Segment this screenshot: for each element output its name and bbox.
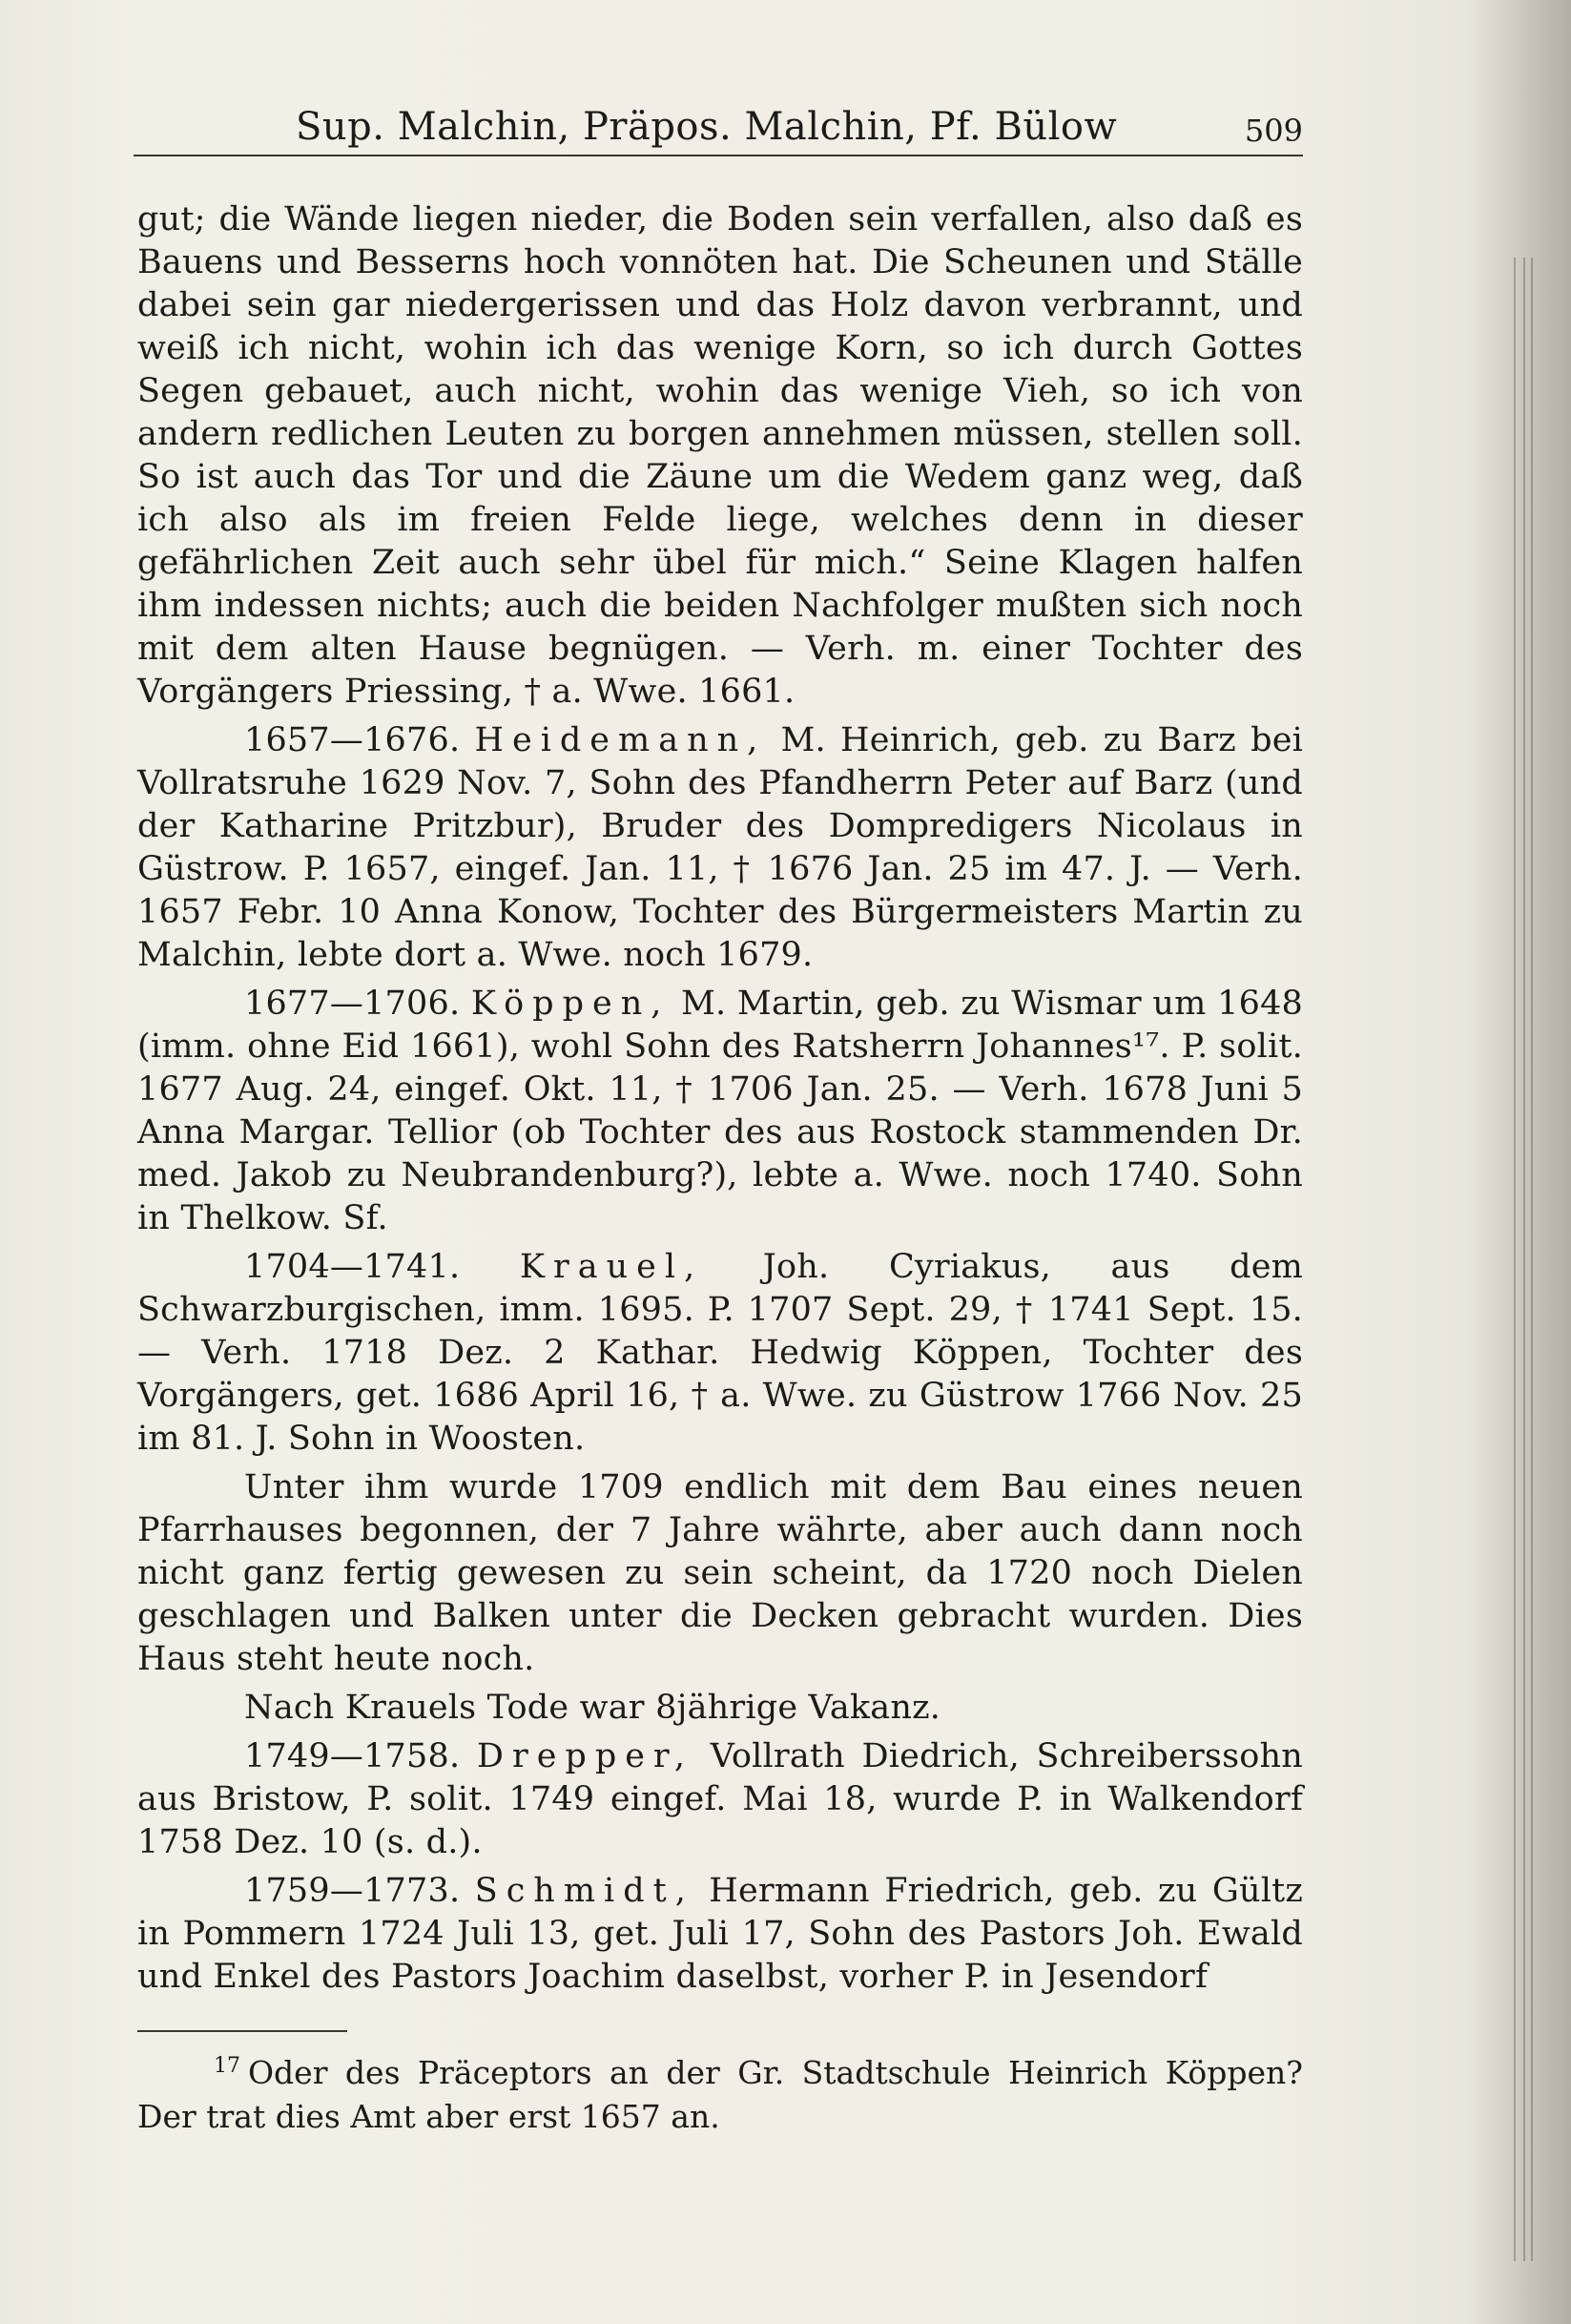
entry-name: Heidemann, — [474, 721, 767, 759]
binding-shadow — [1466, 0, 1571, 2324]
entry-schmidt — [137, 1870, 1303, 1999]
page-edge-line — [1514, 258, 1516, 2261]
body-text — [137, 198, 1303, 2004]
entry-text: M. Martin, geb. zu Wismar um 1648 (imm. ohne Eid 1661), wohl Sohn des Ratsherrn Johannes¹⁷. P. solit. 1677 Aug. 24, eingef. Okt. 11, † 1706 Jan. 25. — Verh. 1678 Juni 5 Anna Margar. Tellior (ob Tochter des aus Rostock stammenden Dr. med. Jakob zu Neubrandenburg?), lebte a. Wwe. noch 1740. Sohn in Thelkow. Sf. — [137, 985, 1304, 1237]
entry-krauel — [137, 1246, 1303, 1461]
entry-years: 1657—1676. — [244, 721, 461, 759]
paragraph-pfarrhaus — [137, 1466, 1303, 1681]
footnote-text: Oder des Präceptors an der Gr. Stadtschule Heinrich Köppen? Der trat dies Amt aber erst 1657 an. — [137, 2054, 1303, 2135]
page-edge-line — [1531, 258, 1533, 2261]
footnote-mark: 17 — [214, 2054, 240, 2078]
entry-years: 1677—1706. — [244, 985, 461, 1023]
entry-koeppen — [137, 983, 1303, 1240]
entry-years: 1704—1741. — [244, 1248, 461, 1286]
entry-years: 1749—1758. — [244, 1737, 461, 1775]
entry-name: Krauel, — [519, 1248, 704, 1286]
entry-text: Vollrath Diedrich, Schreiberssohn aus Bristow, P. solit. 1749 eingef. Mai 18, wurde P. in Walkendorf 1758 Dez. 10 (s. d.). — [137, 1737, 1303, 1861]
entry-drepper — [137, 1735, 1303, 1864]
entry-text: M. Heinrich, geb. zu Barz bei Vollratsruhe 1629 Nov. 7, Sohn des Pfandherrn Peter auf Barz (und der Katharine Pritzbur), Bruder des Dompredigers Nicolaus in Güstrow. P. 1657, eingef. Jan. 11, † 1676 Jan. 25 im 47. J. — Verh. 1657 Febr. 10 Anna Konow, Tochter des Bürgermeisters Martin zu Malchin, lebte dort a. Wwe. noch 1679. — [137, 721, 1303, 974]
paragraph-text: Unter ihm wurde 1709 endlich mit dem Bau eines neuen Pfarrhauses begonnen, der 7 Jahre währte, aber auch dann noch nicht ganz fertig gewesen zu sein scheint, da 1720 noch Dielen geschlagen und Balken unter die Decken gebracht wurden. Dies Haus steht heute noch. — [137, 1468, 1303, 1678]
running-head — [134, 99, 1303, 156]
header-rule — [134, 155, 1303, 156]
entry-text: Joh. Cyriakus, aus dem Schwarzburgischen, imm. 1695. P. 1707 Sept. 29, † 1741 Sept. 15. — Verh. 1718 Dez. 2 Kathar. Hedwig Köppen, Tochter des Vorgängers, get. 1686 April 16, † a. Wwe. zu Güstrow 1766 Nov. 25 im 81. J. Sohn in Woosten. — [137, 1248, 1303, 1458]
paragraph-continuation — [137, 198, 1303, 714]
entry-heidemann — [137, 719, 1303, 977]
footnote — [137, 2051, 1303, 2139]
entry-text: Hermann Friedrich, geb. zu Gültz in Pommern 1724 Juli 13, get. Juli 17, Sohn des Pastors Joh. Ewald und Enkel des Pastors Joachim daselbst, vorher P. in Jesendorf — [137, 1872, 1304, 1996]
paragraph-text: gut; die Wände liegen nieder, die Boden sein verfallen, also daß es Bauens und Besserns hoch vonnöten hat. Die Scheunen und Ställe dabei sein gar niedergerissen und das Holz davon verbrannt, und weiß ich nicht, wohin ich das wenige Korn, so ich durch Gottes Segen gebauet, auch nicht, wohin das wenige Vieh, so ich von andern redlichen Leuten zu borgen annehmen müssen, stellen soll. So ist auch das Tor und die Zäune um die Wedem ganz weg, daß ich also als im freien Felde liege, welches denn in dieser gefährlichen Zeit auch sehr übel für mich.“ Seine Klagen halfen ihm indessen nichts; auch die beiden Nachfolger mußten sich noch mit dem alten Hause begnügen. — Verh. m. einer Tochter des Vorgängers Priessing, † a. Wwe. 1661. — [137, 200, 1303, 711]
page-edge-line — [1523, 258, 1525, 2261]
footnote-rule — [137, 2030, 347, 2032]
entry-name: Köppen, — [470, 985, 671, 1023]
running-title: Sup. Malchin, Präpos. Malchin, Pf. Bülow — [296, 105, 1118, 149]
entry-name: Drepper, — [476, 1737, 693, 1775]
paragraph-text: Nach Krauels Tode war 8jährige Vakanz. — [244, 1689, 941, 1727]
entry-name: Schmidt, — [474, 1872, 694, 1910]
paragraph-vakanz — [137, 1687, 1303, 1730]
entry-years: 1759—1773. — [244, 1872, 461, 1910]
page-number: 509 — [1244, 113, 1303, 149]
